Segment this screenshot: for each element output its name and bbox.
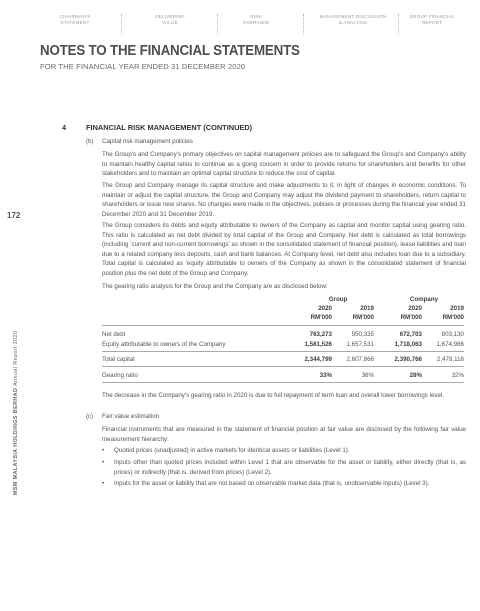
paragraph-gearing-definition: The Group considers its debts and equity attributable to owners of the Company as capital and monitor capital using gearing ratio. This ratio is calculated as net debt divided by total capital of the Group and Company. Net debt is calculated as total borrowings (including 'current and non-current borrowings' as shown in the consolidated statement of financial position), lease liabilities and loan due to a related company less deposits, cash and bank balances. At Company level, net debt also includes loan due to a subsidiary. Total capital is calculated as 'equity attributable to owners of the Company as shown in the consolidated statement of financial position plus the net debt of the Group and Company. (102, 222, 466, 277)
bullet-icon: • (102, 459, 105, 466)
year-header: 2019 (360, 305, 374, 312)
list-item-text: Quoted prices (unadjusted) in active markets for identical assets or liabilities (Level 1). (114, 447, 350, 454)
bullet-icon: • (102, 447, 105, 454)
subsection-c-title: Fair value estimation (102, 413, 160, 420)
side-running-title (13, 331, 19, 495)
unit-header: RM'000 (352, 314, 374, 321)
table-company-header: Company (409, 296, 439, 303)
nav-label: GROUP FINANCIAL (409, 14, 455, 19)
year-header: 2020 (318, 305, 332, 312)
table-row (102, 372, 464, 381)
nav-group-financial-report[interactable] (392, 14, 472, 26)
table-row (102, 356, 464, 365)
table-cell: 1,657,531 (346, 341, 374, 348)
page-title: NOTES TO THE FINANCIAL STATEMENTS (40, 43, 300, 59)
table-divider (102, 366, 464, 367)
table-cell: 1,718,063 (394, 341, 422, 348)
side-report-name: Annual Report 2020 (13, 330, 19, 386)
nav-label: REPORT (421, 20, 443, 25)
table-cell: 2,390,766 (394, 356, 422, 363)
paragraph-capital-objectives: The Group's and Company's primary objectives on capital management policies are to safeguard the Group's and Company's ability to maintain healthy capital ratios to continue as a going concern in order to provide returns for shareholders and benefits for other stakeholders and to maintain an optimal capital structure to reduce the cost of capital. (102, 151, 466, 177)
nav-divider (303, 14, 304, 34)
table-cell: 28% (409, 372, 422, 379)
table-cell: 32% (451, 372, 464, 379)
nav-label: RISK (250, 14, 262, 19)
subsection-b-marker: (b) (86, 138, 94, 145)
unit-header: RM'000 (400, 314, 422, 321)
section-title: FINANCIAL RISK MANAGEMENT (CONTINUED) (86, 123, 253, 132)
paragraph-gearing-intro: The gearing ratio analysis for the Group and the Company are as disclosed below: (102, 283, 328, 290)
row-label: Gearing ratio (102, 372, 138, 379)
table-cell: 950,335 (351, 331, 374, 338)
nav-delivering-value[interactable] (135, 14, 205, 26)
nav-label: VALUE (162, 20, 178, 25)
nav-divider (217, 14, 218, 34)
table-cell: 36% (361, 372, 374, 379)
nav-divider (121, 14, 122, 34)
nav-label: & ANALYSIS (338, 20, 368, 25)
paragraph-capital-structure: The Group and Company manage its capital structure and make adjustments to it, in light of changes in economic conditions. To maintain or adjust the capital structure, the Group and Company may adjust the dividend payment to shareholders, return capital to shareholders or issue new shares. No changes were made in the objectives, policies or processes during the financial year ended 31 December 2020 and 31 December 2019. (102, 182, 466, 218)
year-header: 2020 (408, 305, 422, 312)
subsection-c-marker: (c) (86, 413, 94, 420)
paragraph-fair-value-intro: Financial instruments that are measured in the statement of financial position at fair value are disclosed by the following fair value measurement hierarchy: (102, 426, 466, 443)
top-navigation (40, 14, 460, 36)
table-group-header: Group (328, 296, 348, 303)
table-row (102, 331, 464, 340)
bullet-icon: • (102, 480, 105, 487)
year-header: 2019 (450, 305, 464, 312)
table-divider (102, 325, 464, 326)
table-cell: 1,581,526 (304, 341, 332, 348)
nav-chairmans-statement[interactable] (40, 14, 110, 26)
paragraph-gearing-decrease: The decrease in the Company's gearing ratio in 2020 is due to full repayment of term loan and overall lower borrowings level. (102, 392, 445, 399)
nav-management-discussion[interactable] (308, 14, 398, 26)
nav-label: OVERVIEW (242, 20, 270, 25)
page-number: 172 (7, 211, 21, 220)
nav-label: DELIVERING (155, 14, 185, 19)
list-item-text: Inputs other than quoted prices included within Level 1 that are observable for the asset or liability, either directly (that is, as prices) or indirectly (that is, derived from prices) (Level 2). (114, 459, 466, 476)
table-cell: 2,478,116 (436, 356, 464, 363)
table-row (102, 341, 464, 350)
nav-label: MANAGEMENT DISCUSSION (319, 14, 387, 19)
page-subtitle: FOR THE FINANCIAL YEAR ENDED 31 DECEMBER 2020 (40, 62, 246, 71)
table-divider (102, 382, 464, 383)
table-cell: 672,703 (399, 331, 422, 338)
table-divider (102, 351, 464, 352)
table-cell: 763,273 (309, 331, 332, 338)
table-cell: 33% (319, 372, 332, 379)
unit-header: RM'000 (442, 314, 464, 321)
table-cell: 1,674,986 (436, 341, 464, 348)
row-label: Net debt (102, 331, 126, 338)
row-label: Equity attributable to owners of the Company (102, 341, 226, 348)
table-years-row (102, 305, 464, 314)
side-company-name: MSM MALAYSIA HOLDINGS BERHAD (13, 387, 19, 495)
nav-risk-overview[interactable] (221, 14, 291, 26)
nav-label: CHAIRMAN'S (59, 14, 91, 19)
table-cell: 2,344,799 (304, 356, 332, 363)
table-units-row (102, 314, 464, 323)
unit-header: RM'000 (310, 314, 332, 321)
nav-label: STATEMENT (60, 20, 90, 25)
section-number: 4 (62, 123, 67, 132)
list-item-text: Inputs for the asset or liability that are not based on observable market data (that is, unobservable inputs) (Level 3). (114, 480, 430, 487)
table-cell: 803,130 (441, 331, 464, 338)
row-label: Total capital (102, 356, 135, 363)
subsection-b-title: Capital risk management policies (102, 138, 193, 145)
table-cell: 2,607,866 (346, 356, 374, 363)
